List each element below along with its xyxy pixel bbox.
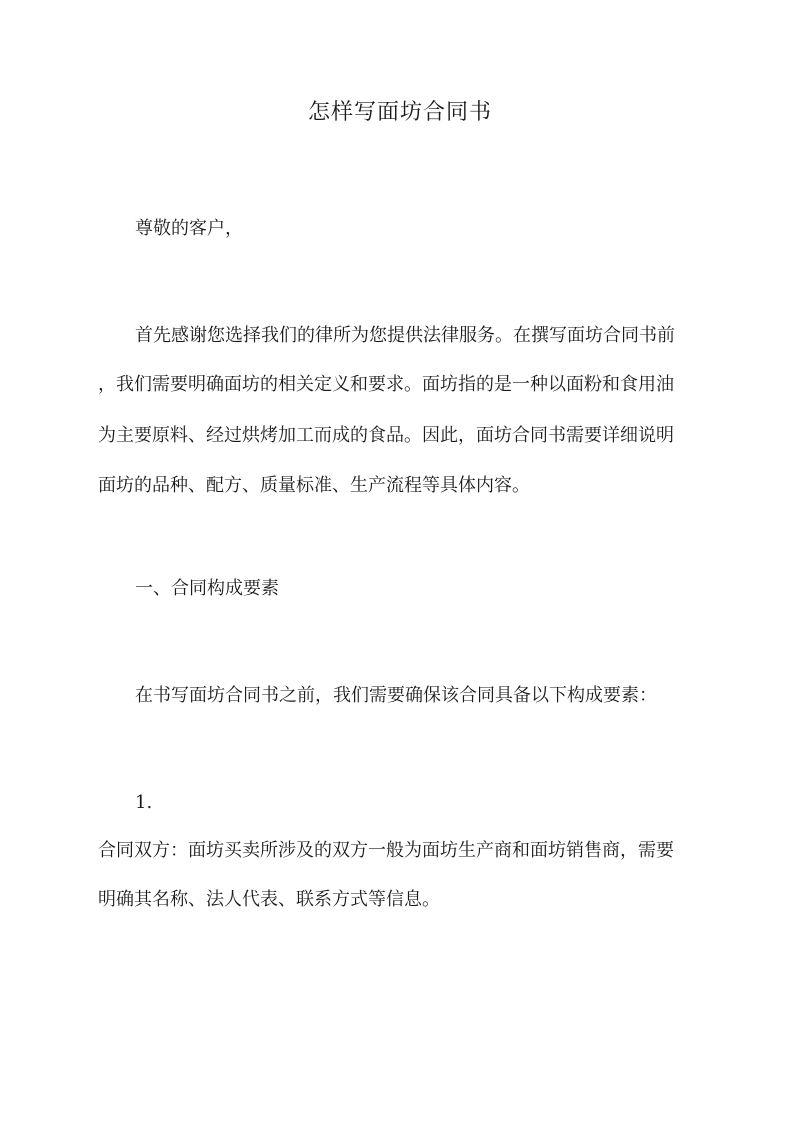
intro-line-3: 为主要原料、经过烘烤加工而成的食品。因此，面坊合同书需要详细说明 (98, 425, 674, 446)
document-title: 怎样写面坊合同书 (307, 100, 492, 125)
intro-line-2: ，我们需要明确面坊的相关定义和要求。面坊指的是一种以面粉和食用油 (98, 374, 674, 395)
salutation: 尊敬的客户， (135, 218, 243, 239)
item-line-1: 合同双方：面坊买卖所涉及的双方一般为面坊生产商和面坊销售商，需要 (98, 840, 674, 861)
item-line-2: 明确其名称、法人代表、联系方式等信息。 (98, 889, 440, 910)
section-heading: 一、合同构成要素 (135, 578, 279, 599)
intro-line-4: 面坊的品种、配方、质量标准、生产流程等具体内容。 (98, 475, 530, 496)
section-intro: 在书写面坊合同书之前，我们需要确保该合同具备以下构成要素： (135, 685, 657, 706)
item-number: 1. (135, 792, 153, 813)
intro-line-1: 首先感谢您选择我们的律所为您提供法律服务。在撰写面坊合同书前 (135, 325, 675, 346)
